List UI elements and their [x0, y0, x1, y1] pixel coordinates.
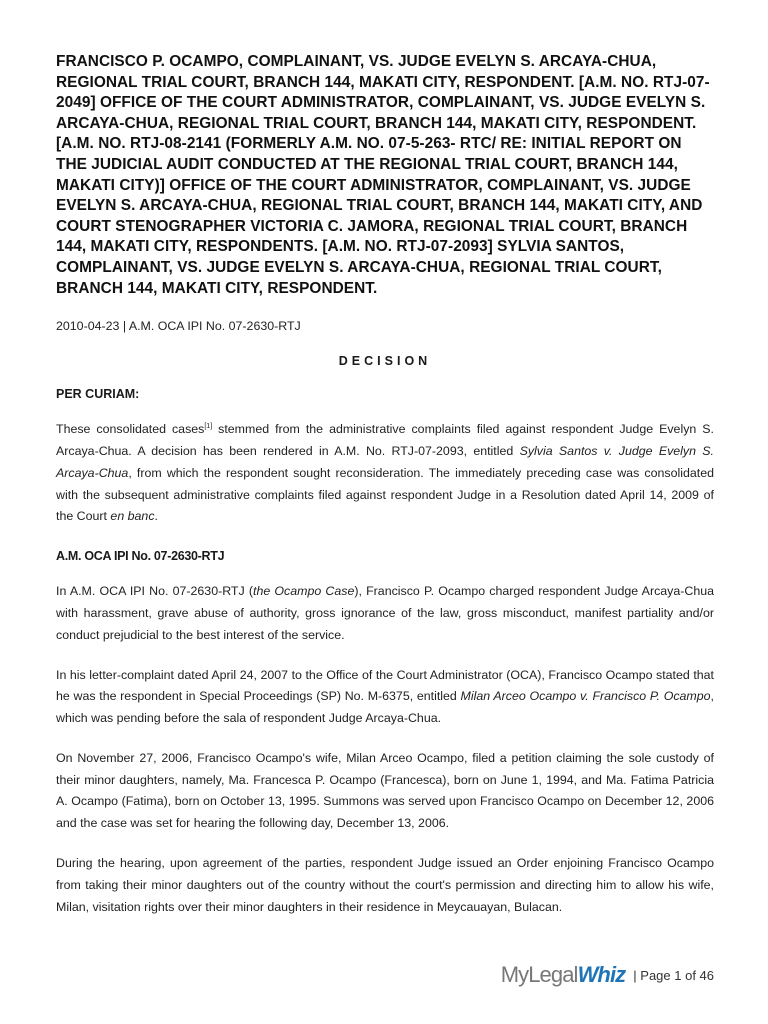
paragraph-1 — [56, 419, 714, 528]
logo-my: My — [500, 962, 529, 987]
case-date: 2010-04-23 — [56, 319, 120, 334]
p1-en-banc: en banc — [110, 509, 155, 524]
logo-legal: Legal — [528, 962, 578, 987]
per-curiam-heading: PER CURIAM: — [56, 387, 140, 402]
meta-separator: | — [119, 319, 129, 334]
p1-text-d: . — [154, 509, 158, 524]
page-number: | Page 1 of 46 — [633, 967, 714, 983]
case-meta — [56, 319, 714, 333]
page-footer — [501, 962, 714, 988]
p2-case-alias: the Ocampo Case — [253, 584, 355, 599]
p1-case-name: Sylvia Santos v. Judge Evelyn S. Arcaya-Chua — [56, 443, 714, 480]
p2-text-b: ), Francisco P. Ocampo charged respondent Judge Arcaya-Chua with harassment, grave abuse of authority, gross ignorance of the law, gross misconduct, manifest partiality and/or conduct prejudicial to the best interest of the service. — [56, 584, 714, 642]
logo-whiz: Whiz — [577, 962, 626, 987]
paragraph-5: During the hearing, upon agreement of the parties, respondent Judge issued an Order enjoining Francisco Ocampo from taking their minor daughters out of the country without the court's permission and directing him to allow his wife, Milan, visitation rights over their minor daughters in their residence in Meycauayan, Bulacan. — [56, 856, 714, 914]
document-page — [56, 52, 714, 918]
p3-text-a: In his letter-complaint dated April 24, 2007 to the Office of the Court Administrator (OCA), Francisco Ocampo stated that he was the respondent in Special Proceedings (SP) No. M-6375, entitled — [56, 667, 714, 704]
p1-text-c: , from which the respondent sought reconsideration. The immediately preceding case was consolidated with the subsequent administrative complaints filed against respondent Judge in a Resolution dated April 14, 2009 of the Court — [56, 465, 714, 524]
p2-text-a: In A.M. OCA IPI No. 07-2630-RTJ ( — [56, 584, 254, 599]
case-reference: A.M. OCA IPI No. 07-2630-RTJ — [128, 319, 301, 334]
p1-text-a: These consolidated cases — [56, 422, 205, 437]
case-title: FRANCISCO P. OCAMPO, COMPLAINANT, VS. JUDGE EVELYN S. ARCAYA-CHUA, REGIONAL TRIAL COURT, BRANCH 144, MAKATI CITY, RESPONDENT. [A.M. NO. RTJ-07-2049] OFFICE OF THE COURT ADMINISTRATOR, COMPLAINANT, VS. JUDGE EVELYN S. ARCAYA-CHUA, REGIONAL TRIAL COURT, BRANCH 144, MAKATI CITY, RESPONDENT. [A.M. NO. RTJ-08-2141 (FORMERLY A.M. NO. 07-5-263- RTC/ RE: INITIAL REPORT ON THE JUDICIAL AUDIT CONDUCTED AT THE REGIONAL TRIAL COURT, BRANCH 144, MAKATI CITY)] OFFICE OF THE COURT ADMINISTRATOR, COMPLAINANT, VS. JUDGE EVELYN S. ARCAYA-CHUA, REGIONAL TRIAL COURT, BRANCH 144, MAKATI CITY, AND COURT STENOGRAPHER VICTORIA C. JAMORA, REGIONAL TRIAL COURT, BRANCH 144, MAKATI CITY, RESPONDENTS. [A.M. NO. RTJ-07-2093] SYLVIA SANTOS, COMPLAINANT, VS. JUDGE EVELYN S. ARCAYA-CHUA, REGIONAL TRIAL COURT, BRANCH 144, MAKATI CITY, RESPONDENT. — [56, 53, 710, 297]
p3-case-name: Milan Arceo Ocampo v. Francisco P. Ocampo — [460, 689, 711, 704]
p1-text-b: stemmed from the administrative complaints filed against respondent Judge Evelyn S. Arcaya-Chua. A decision has been rendered in A.M. No. RTJ-07-2093, entitled — [56, 422, 714, 458]
mylegalwhiz-logo[interactable] — [501, 962, 626, 988]
footnote-ref-1[interactable]: [1] — [204, 423, 213, 430]
decision-heading: DECISION — [338, 354, 432, 369]
p3-text-b: , which was pending before the sala of respondent Judge Arcaya-Chua. — [56, 689, 714, 726]
paragraph-3 — [56, 665, 714, 730]
section-heading: A.M. OCA IPI No. 07-2630-RTJ — [56, 549, 225, 564]
paragraph-4: On November 27, 2006, Francisco Ocampo's wife, Milan Arceo Ocampo, filed a petition claiming the sole custody of their minor daughters, namely, Ma. Francesca P. Ocampo (Francesca), born on June 1, 1994, and Ma. Fatima Patricia A. Ocampo (Fatima), born on October 13, 1995. Summons was served upon Francisco Ocampo on December 12, 2006 and the case was set for hearing the following day, December 13, 2006. — [56, 750, 714, 831]
paragraph-2 — [56, 581, 714, 646]
